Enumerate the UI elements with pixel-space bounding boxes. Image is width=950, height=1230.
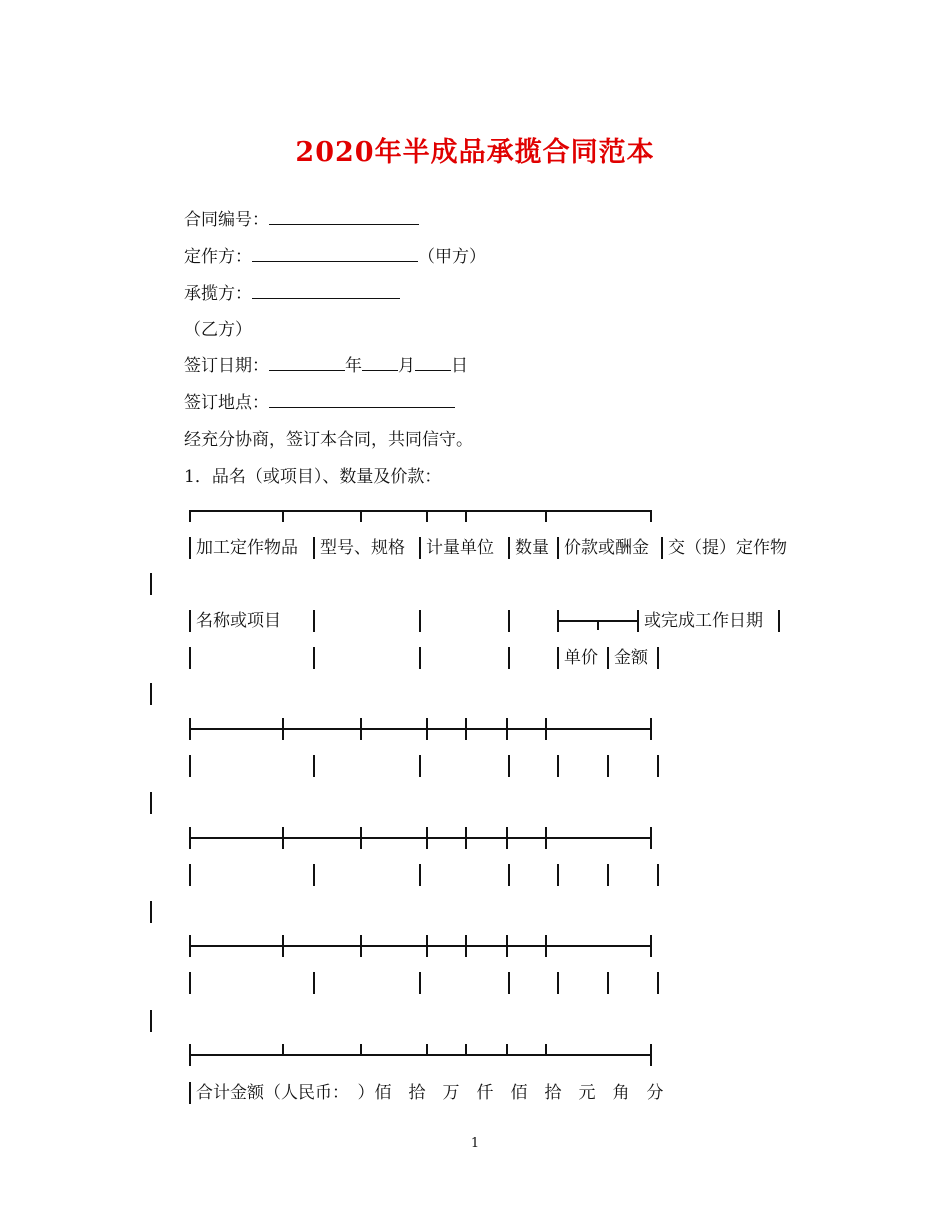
row-separator-tick (650, 718, 652, 740)
table-border (313, 537, 315, 559)
row-separator (189, 945, 652, 947)
table-left-stub (150, 901, 152, 923)
header-price: 价款或酬金 (564, 538, 649, 558)
row-separator-tick (506, 827, 508, 849)
table-border (661, 537, 663, 559)
table-border (313, 647, 315, 669)
header-unit-price: 单价 (564, 648, 598, 668)
row-separator-tick (360, 935, 362, 957)
row-separator-tick (650, 1044, 652, 1066)
row-separator (189, 837, 652, 839)
table-border (508, 610, 510, 632)
row-separator-tick (189, 718, 191, 740)
header-item-name: 名称或项目 (196, 611, 281, 631)
row-separator-tick (650, 935, 652, 957)
table-left-stub (150, 792, 152, 814)
table-left-stub (150, 683, 152, 705)
table-border (657, 647, 659, 669)
orderer-blank[interactable] (252, 247, 418, 262)
row-separator-tick (426, 935, 428, 957)
day-blank[interactable] (415, 356, 451, 371)
document-title: 2020年半成品承揽合同范本 (295, 137, 655, 168)
table-top-tick (465, 510, 467, 522)
table-cell-border (657, 864, 659, 886)
header-delivery: 交（提）定作物 (668, 538, 787, 558)
table-border (607, 647, 609, 669)
row-separator (189, 1054, 652, 1056)
table-top-tick (189, 510, 191, 522)
header-completion-date: 或完成工作日期 (644, 611, 763, 631)
row-separator-tick (506, 1044, 508, 1056)
contractor-blank[interactable] (252, 284, 400, 299)
row-separator-tick (465, 1044, 467, 1056)
row-separator-tick (189, 1044, 191, 1066)
orderer-suffix: （甲方） (418, 247, 486, 267)
table-border (189, 610, 191, 632)
row-separator-tick (282, 718, 284, 740)
table-cell-border (557, 755, 559, 777)
table-left-stub (150, 573, 152, 595)
price-subdivider-tick (597, 620, 599, 630)
table-border (419, 647, 421, 669)
year-label: 年 (345, 356, 362, 376)
year-blank[interactable] (269, 356, 345, 371)
table-top-tick (545, 510, 547, 522)
contractor-suffix-line (184, 320, 252, 340)
row-separator-tick (545, 1044, 547, 1056)
sign-place-line (184, 393, 455, 413)
table-cell-border (557, 972, 559, 994)
table-border (508, 647, 510, 669)
row-separator-tick (465, 935, 467, 957)
row-separator-tick (282, 1044, 284, 1056)
contract-number-line (184, 210, 419, 230)
contract-number-blank[interactable] (269, 210, 419, 225)
table-border (189, 1082, 191, 1104)
row-separator-tick (506, 718, 508, 740)
table-top-tick (650, 510, 652, 522)
row-separator-tick (426, 1044, 428, 1056)
table-top-tick (426, 510, 428, 522)
row-separator-tick (360, 718, 362, 740)
row-separator (189, 728, 652, 730)
table-cell-border (607, 755, 609, 777)
total-amount-row: 合计金额（人民币： ）佰 拾 万 仟 佰 拾 元 角 分 (196, 1083, 664, 1103)
row-separator-tick (506, 935, 508, 957)
sign-date-line (184, 356, 468, 376)
contractor-label: 承揽方： (184, 284, 252, 304)
row-separator-tick (545, 827, 547, 849)
sign-place-blank[interactable] (269, 393, 455, 408)
table-cell-border (508, 864, 510, 886)
table-cell-border (189, 972, 191, 994)
contract-number-label: 合同编号： (184, 210, 269, 230)
row-separator-tick (545, 718, 547, 740)
contractor-line (184, 284, 400, 304)
contractor-suffix: （乙方） (184, 320, 252, 340)
row-separator-tick (650, 827, 652, 849)
table-cell-border (607, 864, 609, 886)
header-item: 加工定作物品 (196, 538, 298, 558)
table-border (557, 537, 559, 559)
table-cell-border (313, 864, 315, 886)
section-1-heading: 1．品名（或项目）、数量及价款： (184, 467, 442, 487)
table-top-tick (360, 510, 362, 522)
table-cell-border (419, 972, 421, 994)
row-separator-tick (545, 935, 547, 957)
table-border (778, 610, 780, 632)
intro-paragraph: 经充分协商，签订本合同，共同信守。 (184, 430, 473, 450)
page-number: 1 (470, 1136, 480, 1151)
month-label: 月 (398, 356, 415, 376)
table-cell-border (508, 972, 510, 994)
table-cell-border (508, 755, 510, 777)
row-separator-tick (465, 718, 467, 740)
sign-place-label: 签订地点： (184, 393, 269, 413)
orderer-line (184, 247, 486, 267)
table-cell-border (557, 864, 559, 886)
sign-date-label: 签订日期： (184, 356, 269, 376)
table-border (419, 610, 421, 632)
row-separator-tick (282, 935, 284, 957)
row-separator-tick (465, 827, 467, 849)
table-cell-border (419, 755, 421, 777)
table-top-tick (282, 510, 284, 522)
table-border (508, 537, 510, 559)
header-quantity: 数量 (515, 538, 549, 558)
table-left-stub (150, 1010, 152, 1032)
orderer-label: 定作方： (184, 247, 252, 267)
table-cell-border (657, 972, 659, 994)
row-separator-tick (360, 827, 362, 849)
header-amount: 金额 (614, 648, 648, 668)
month-blank[interactable] (362, 356, 398, 371)
table-top-border (189, 510, 652, 512)
table-border (637, 610, 639, 632)
table-cell-border (189, 755, 191, 777)
row-separator-tick (189, 827, 191, 849)
table-cell-border (607, 972, 609, 994)
table-border (313, 610, 315, 632)
table-cell-border (657, 755, 659, 777)
row-separator-tick (426, 718, 428, 740)
row-separator-tick (189, 935, 191, 957)
row-separator-tick (360, 1044, 362, 1056)
table-cell-border (313, 972, 315, 994)
header-model: 型号、规格 (320, 538, 405, 558)
table-cell-border (313, 755, 315, 777)
table-border (419, 537, 421, 559)
table-cell-border (419, 864, 421, 886)
table-border (189, 647, 191, 669)
table-cell-border (189, 864, 191, 886)
row-separator-tick (282, 827, 284, 849)
row-separator-tick (426, 827, 428, 849)
header-unit: 计量单位 (426, 538, 494, 558)
table-border (557, 647, 559, 669)
day-label: 日 (451, 356, 468, 376)
table-border (189, 537, 191, 559)
